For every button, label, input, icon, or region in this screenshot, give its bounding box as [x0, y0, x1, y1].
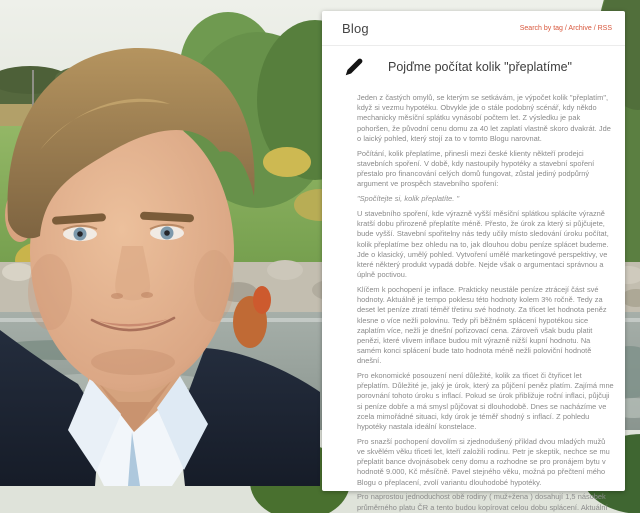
post-paragraph: Pro naprostou jednoduchost obě rodiny ( muž+žena ) dosahují 1,5 násobek průměrného platu ČR a tento budou kopírovat celou dobu splácení. Aktuální	[357, 492, 608, 512]
post-paragraph: Počítání, kolik přeplatíme, přinesli mezi české klienty někteří prodejci stavebních spoření. V době, kdy nastoupily hypotéky a stavební spoření přestalo pro financování celých domů fungovat, zůstal jediný podpůrný argument ve prospěch stavebního spoření:	[357, 148, 595, 189]
post-paragraph: Klíčem k pochopení je inflace. Prakticky neustále peníze ztrácejí část své hodnoty. Aktuálně je tempo poklesu této hodnoty kolem 3% ročně. Tedy za deset let peníze ztratí téměř třetinu své hodnoty. Za třicet let hodnota peněz klesne o více nežli polovinu. Tedy při běžném splácení hypotékou sice zaplatím více, nežli je dnešní pořizovací cena. Zároveň však budu platit penězi, které vlivem inflace budou mít výrazně nižší kupní hodnotu. Na samém konci splácení bude tato hodnota méně nežli poloviční hodnotě dnešní.	[357, 284, 607, 366]
post-paragraph: U stavebního spoření, kde výrazně vyšší měsíční splátkou splácíte výrazně kratší dobu přirozeně přeplatíte méně. Přesto, že úrok za který si půjčujete, bude vyšší. Stavební spořitelny nás tedy učily místo sledování úroku počítat, kolik přeplatíme bez ohledu na to, jak dlouhou dobu peníze splácet budeme. Jde o klasický, umělý pohled. Vytvoření umělé marketingové perspektivy, ve které některý produkt vypadá dobře. Nejde však o argumentaci správnou a úplně poctivou.	[357, 209, 609, 280]
header-nav	[520, 25, 612, 32]
blog-post	[322, 46, 625, 513]
nav-separator: /	[591, 24, 598, 32]
nav-link-rss[interactable]: RSS	[597, 24, 612, 32]
post-body	[357, 93, 614, 513]
blog-panel	[322, 11, 625, 512]
pencil-icon	[343, 56, 365, 78]
nav-link-archive[interactable]: Archive	[568, 24, 592, 32]
post-paragraph: Pro ekonomické posouzení není důležité, kolik za třicet či čtyřicet let přeplatím. Důležité je, jaký je úrok, který za půjčení peněz platím. Zajímá mne porovnání tohoto úroku s inflací. Pokud se úrok přibližuje roční inflaci, půjčuji si peníze dobře a má smysl půjčovat si dlouhodobě. Dnes se nacházíme ve zcela mimořádné situaci, kdy úrok je téměř shodný s inflací. Z pohledu hypotéky nastala ideální konstelace.	[357, 371, 614, 432]
nav-link-search-by-tag[interactable]: Search by tag	[519, 24, 563, 32]
post-title: Pojďme počítat kolik "přeplatíme"	[388, 60, 572, 74]
post-paragraph: Jeden z častých omylů, se kterým se setkávám, je výpočet kolik "přeplatím", když si vezmu hypotéku. Obvykle jde o stále podobný scénář, kdy někdo mechanicky měsíční splátku vynásobí počtem let. Z výsledku je pak pohoršen, že původní cenu domu za 40 let zaplatí vlastně skoro dvakrát. Jde o laický pohled, který stojí za to v tomto Blogu narovnat.	[357, 93, 611, 143]
blog-title: Blog	[342, 20, 369, 36]
nav-separator: /	[562, 24, 569, 32]
panel-header	[322, 11, 625, 46]
pull-quote: "Spočítejte si, kolik přeplatíte. "	[357, 193, 460, 203]
post-paragraph: Pro snazší pochopení dovolím si zjednodušený příklad dvou mladých mužů ve skvělém věku třiceti let, kteří založili rodinu. Petr je skeptik, nechce se mu přeplatit bance dvojnásobek ceny domu a rozhodne se pro pronájem bytu v hodnotě 9.000, Kč měsíčně. Pavel stejného věku, možná po přečtení mého Blogu o přeplacení, zvolí variantu dlouhodobé hypotéky.	[357, 436, 610, 487]
